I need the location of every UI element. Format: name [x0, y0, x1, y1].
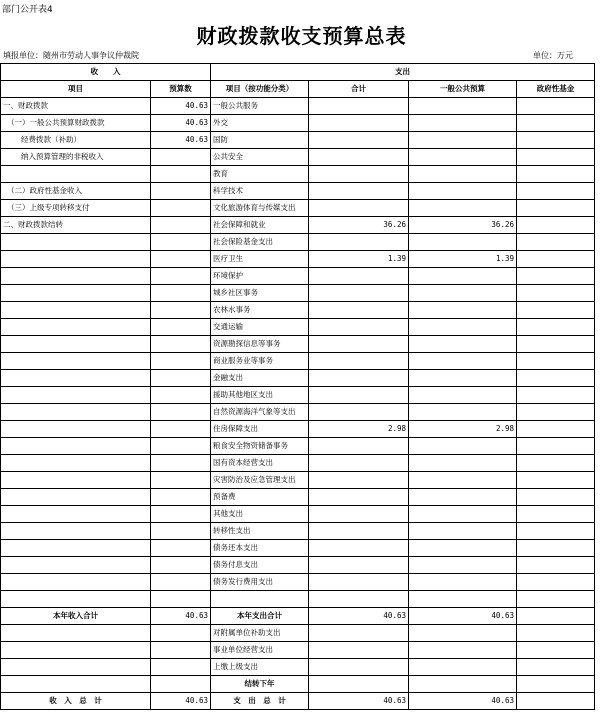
fund-header: 政府性基金	[517, 81, 595, 98]
table-row	[1, 268, 595, 285]
expense-general-cell	[409, 472, 517, 489]
expense-item-cell: 城乡社区事务	[211, 285, 309, 302]
expense-fund-cell	[517, 506, 595, 523]
table-row	[1, 183, 595, 200]
expense-fund-cell	[517, 438, 595, 455]
expense-item-cell: 住房保障支出	[211, 421, 309, 438]
income-amount-cell	[151, 506, 211, 523]
expense-fund-cell	[517, 319, 595, 336]
income-amount-cell	[151, 438, 211, 455]
expense-general-cell	[409, 676, 517, 693]
table-row	[1, 625, 595, 642]
income-amount-cell	[151, 200, 211, 217]
income-amount-cell	[151, 370, 211, 387]
table-row	[1, 506, 595, 523]
income-item-cell	[1, 404, 151, 421]
income-amount-cell	[151, 642, 211, 659]
expense-total-cell: 2.98	[309, 421, 409, 438]
table-row	[1, 319, 595, 336]
expense-total-cell	[309, 591, 409, 608]
expense-item-cell: 灾害防治及应急管理支出	[211, 472, 309, 489]
expense-total-cell	[309, 353, 409, 370]
expense-general-cell: 36.26	[409, 217, 517, 234]
table-row	[1, 285, 595, 302]
income-item-cell: 纳入预算管理的非税收入	[1, 149, 151, 166]
expense-total-cell	[309, 319, 409, 336]
expense-total-cell	[309, 268, 409, 285]
table-row	[1, 421, 595, 438]
table-row	[1, 234, 595, 251]
income-amount-cell: 40.63	[151, 608, 211, 625]
income-item-cell: （一）一般公共预算财政拨款	[1, 115, 151, 132]
filler-unit: 填报单位：随州市劳动人事争议仲裁院	[3, 51, 139, 60]
income-item-cell	[1, 540, 151, 557]
expense-item-cell: 其他支出	[211, 506, 309, 523]
table-row	[1, 523, 595, 540]
expense-total-cell	[309, 166, 409, 183]
income-item-cell: 一、财政拨款	[1, 98, 151, 115]
expense-general-cell: 1.39	[409, 251, 517, 268]
income-item-cell	[1, 489, 151, 506]
table-row	[1, 472, 595, 489]
expense-general-cell	[409, 438, 517, 455]
expense-fund-cell	[517, 132, 595, 149]
table-row	[1, 387, 595, 404]
expense-total-cell: 40.63	[309, 608, 409, 625]
income-amount-cell	[151, 455, 211, 472]
income-item-cell	[1, 438, 151, 455]
income-amount-cell	[151, 540, 211, 557]
expense-total-cell	[309, 149, 409, 166]
income-item-cell	[1, 302, 151, 319]
income-item-cell	[1, 421, 151, 438]
expense-total-cell: 40.63	[309, 693, 409, 710]
expense-item-cell: 公共安全	[211, 149, 309, 166]
income-item-cell	[1, 455, 151, 472]
expense-fund-cell	[517, 234, 595, 251]
income-amount-cell	[151, 319, 211, 336]
expense-general-cell	[409, 319, 517, 336]
table-row	[1, 404, 595, 421]
expense-general-cell	[409, 659, 517, 676]
expense-item-cell: 社会保险基金支出	[211, 234, 309, 251]
income-item-cell	[1, 370, 151, 387]
income-amount-cell	[151, 336, 211, 353]
expense-item-cell: 债务还本支出	[211, 540, 309, 557]
page-title: 财政拨款收支预算总表	[196, 24, 407, 48]
expense-general-cell	[409, 370, 517, 387]
expense-total-cell	[309, 523, 409, 540]
expense-fund-cell	[517, 370, 595, 387]
table-row	[1, 353, 595, 370]
budget-header: 预算数	[151, 81, 211, 98]
income-amount-cell	[151, 166, 211, 183]
income-item-cell	[1, 268, 151, 285]
expense-fund-cell	[517, 693, 595, 710]
table-row	[1, 489, 595, 506]
expense-item-cell	[211, 591, 309, 608]
expense-general-cell: 2.98	[409, 421, 517, 438]
expense-total-cell	[309, 302, 409, 319]
expense-total-cell	[309, 234, 409, 251]
income-item-cell: （二）政府性基金收入	[1, 183, 151, 200]
expense-fund-cell	[517, 659, 595, 676]
income-amount-cell	[151, 302, 211, 319]
expense-fund-cell	[517, 540, 595, 557]
expense-total-cell	[309, 676, 409, 693]
expense-general-cell	[409, 268, 517, 285]
expense-total-cell	[309, 472, 409, 489]
income-item-cell	[1, 523, 151, 540]
expense-general-cell: 40.63	[409, 693, 517, 710]
expense-item-cell: 社会保障和就业	[211, 217, 309, 234]
income-item-cell: 经费拨款（补助）	[1, 132, 151, 149]
expense-general-cell	[409, 302, 517, 319]
table-row	[1, 438, 595, 455]
expense-fund-cell	[517, 251, 595, 268]
expense-item-cell: 教育	[211, 166, 309, 183]
expense-general-cell	[409, 404, 517, 421]
expense-general-cell	[409, 625, 517, 642]
expense-fund-cell	[517, 557, 595, 574]
expense-fund-cell	[517, 625, 595, 642]
income-item-cell	[1, 591, 151, 608]
budget-table	[0, 63, 595, 710]
income-amount-cell	[151, 183, 211, 200]
doc-label: 部门公开表4	[2, 5, 53, 15]
expense-general-cell	[409, 591, 517, 608]
income-item-cell: 二、财政拨款结转	[1, 217, 151, 234]
expense-total-cell	[309, 557, 409, 574]
expense-total-cell	[309, 370, 409, 387]
expense-header: 支出	[211, 64, 595, 81]
table-row	[1, 302, 595, 319]
expense-total-cell	[309, 132, 409, 149]
expense-item-cell: 农林水事务	[211, 302, 309, 319]
income-item-cell	[1, 472, 151, 489]
item-header: 项目	[1, 81, 151, 98]
income-item-cell	[1, 574, 151, 591]
expense-item-cell: 国防	[211, 132, 309, 149]
table-row	[1, 98, 595, 115]
table-row	[1, 149, 595, 166]
expense-fund-cell	[517, 421, 595, 438]
income-amount-cell	[151, 625, 211, 642]
money-unit: 单位：万元	[533, 51, 573, 60]
table-row	[1, 693, 595, 710]
income-item-cell	[1, 234, 151, 251]
table-row	[1, 370, 595, 387]
expense-fund-cell	[517, 268, 595, 285]
income-amount-cell	[151, 404, 211, 421]
income-amount-cell	[151, 234, 211, 251]
expense-general-cell	[409, 387, 517, 404]
expense-item-cell: 援助其他地区支出	[211, 387, 309, 404]
expense-item-cell: 预备费	[211, 489, 309, 506]
expense-item-cell: 粮食安全物资储备事务	[211, 438, 309, 455]
income-item-cell	[1, 251, 151, 268]
table-row	[1, 642, 595, 659]
table-row	[1, 251, 595, 268]
expense-item-cell: 支 出 总 计	[211, 693, 309, 710]
income-amount-cell	[151, 574, 211, 591]
expense-total-cell	[309, 98, 409, 115]
income-item-cell	[1, 319, 151, 336]
table-row	[1, 659, 595, 676]
expense-fund-cell	[517, 217, 595, 234]
income-amount-cell	[151, 591, 211, 608]
table-row	[1, 608, 595, 625]
expense-general-cell	[409, 183, 517, 200]
expense-item-cell: 环境保护	[211, 268, 309, 285]
expense-item-cell: 外交	[211, 115, 309, 132]
header-row-2	[1, 81, 595, 98]
expense-fund-cell	[517, 98, 595, 115]
income-amount-cell	[151, 353, 211, 370]
expense-total-cell	[309, 642, 409, 659]
expense-fund-cell	[517, 387, 595, 404]
expense-general-cell	[409, 642, 517, 659]
expense-fund-cell	[517, 336, 595, 353]
table-row	[1, 217, 595, 234]
expense-general-cell	[409, 489, 517, 506]
expense-item-cell: 商业服务业等事务	[211, 353, 309, 370]
expense-total-cell	[309, 438, 409, 455]
expense-total-cell	[309, 387, 409, 404]
expense-general-cell	[409, 336, 517, 353]
expense-item-cell: 文化旅游体育与传媒支出	[211, 200, 309, 217]
expense-fund-cell	[517, 285, 595, 302]
expense-fund-cell	[517, 200, 595, 217]
income-item-cell	[1, 353, 151, 370]
expense-fund-cell	[517, 574, 595, 591]
expense-item-cell: 资源勘探信息等事务	[211, 336, 309, 353]
expense-total-cell: 1.39	[309, 251, 409, 268]
expense-fund-cell	[517, 608, 595, 625]
income-item-cell	[1, 557, 151, 574]
expense-total-cell	[309, 659, 409, 676]
income-amount-cell	[151, 676, 211, 693]
table-row	[1, 591, 595, 608]
income-amount-cell	[151, 251, 211, 268]
expense-fund-cell	[517, 642, 595, 659]
expense-general-cell	[409, 234, 517, 251]
expense-general-cell	[409, 98, 517, 115]
income-amount-cell	[151, 472, 211, 489]
income-item-cell	[1, 659, 151, 676]
expense-general-cell	[409, 557, 517, 574]
income-amount-cell: 40.63	[151, 115, 211, 132]
income-amount-cell: 40.63	[151, 98, 211, 115]
expense-total-cell	[309, 574, 409, 591]
expense-general-cell	[409, 540, 517, 557]
income-item-cell	[1, 506, 151, 523]
expense-general-cell	[409, 523, 517, 540]
expense-general-cell	[409, 506, 517, 523]
income-item-cell: 本年收入合计	[1, 608, 151, 625]
income-item-cell	[1, 285, 151, 302]
income-amount-cell	[151, 523, 211, 540]
income-amount-cell: 40.63	[151, 132, 211, 149]
income-item-cell	[1, 166, 151, 183]
expense-general-cell	[409, 285, 517, 302]
total-header: 合计	[309, 81, 409, 98]
expense-item-cell: 债务发行费用支出	[211, 574, 309, 591]
expense-total-cell	[309, 489, 409, 506]
expense-item-cell: 一般公共服务	[211, 98, 309, 115]
expense-total-cell	[309, 336, 409, 353]
expense-fund-cell	[517, 302, 595, 319]
income-item-cell	[1, 642, 151, 659]
table-row	[1, 455, 595, 472]
income-amount-cell	[151, 387, 211, 404]
table-row	[1, 557, 595, 574]
expense-fund-cell	[517, 489, 595, 506]
expense-item-cell: 结转下年	[211, 676, 309, 693]
expense-item-cell: 事业单位经营支出	[211, 642, 309, 659]
expense-item-cell: 国有资本经营支出	[211, 455, 309, 472]
expense-total-cell	[309, 404, 409, 421]
income-amount-cell	[151, 659, 211, 676]
expense-item-cell: 科学技术	[211, 183, 309, 200]
table-row	[1, 200, 595, 217]
expense-fund-cell	[517, 676, 595, 693]
expense-fund-cell	[517, 183, 595, 200]
exp-item-header: 项目（按功能分类）	[211, 81, 309, 98]
expense-item-cell: 交通运输	[211, 319, 309, 336]
expense-item-cell: 医疗卫生	[211, 251, 309, 268]
expense-fund-cell	[517, 523, 595, 540]
expense-general-cell	[409, 149, 517, 166]
income-amount-cell	[151, 489, 211, 506]
expense-fund-cell	[517, 591, 595, 608]
income-header: 收 入	[1, 64, 211, 81]
income-item-cell	[1, 387, 151, 404]
income-item-cell: 收 入 总 计	[1, 693, 151, 710]
income-item-cell: （三）上级专项转移支付	[1, 200, 151, 217]
general-header: 一般公共预算	[409, 81, 517, 98]
expense-total-cell	[309, 506, 409, 523]
expense-fund-cell	[517, 353, 595, 370]
income-amount-cell	[151, 217, 211, 234]
expense-fund-cell	[517, 149, 595, 166]
expense-total-cell	[309, 285, 409, 302]
table-row	[1, 336, 595, 353]
expense-general-cell	[409, 200, 517, 217]
expense-total-cell	[309, 625, 409, 642]
income-amount-cell	[151, 285, 211, 302]
expense-fund-cell	[517, 115, 595, 132]
expense-fund-cell	[517, 404, 595, 421]
income-amount-cell	[151, 557, 211, 574]
table-body	[1, 98, 595, 710]
expense-item-cell: 本年支出合计	[211, 608, 309, 625]
table-row	[1, 676, 595, 693]
expense-total-cell	[309, 183, 409, 200]
income-item-cell	[1, 625, 151, 642]
expense-general-cell: 40.63	[409, 608, 517, 625]
income-item-cell	[1, 336, 151, 353]
table-row	[1, 574, 595, 591]
expense-total-cell	[309, 200, 409, 217]
expense-general-cell	[409, 132, 517, 149]
expense-general-cell	[409, 455, 517, 472]
expense-fund-cell	[517, 472, 595, 489]
income-amount-cell: 40.63	[151, 693, 211, 710]
expense-general-cell	[409, 353, 517, 370]
expense-general-cell	[409, 115, 517, 132]
expense-item-cell: 转移性支出	[211, 523, 309, 540]
table-row	[1, 132, 595, 149]
expense-fund-cell	[517, 455, 595, 472]
expense-general-cell	[409, 574, 517, 591]
income-item-cell	[1, 676, 151, 693]
expense-item-cell: 上缴上级支出	[211, 659, 309, 676]
header-row-1	[1, 64, 595, 81]
income-amount-cell	[151, 149, 211, 166]
expense-total-cell	[309, 115, 409, 132]
table-row	[1, 115, 595, 132]
expense-item-cell: 债务付息支出	[211, 557, 309, 574]
expense-total-cell	[309, 455, 409, 472]
expense-general-cell	[409, 166, 517, 183]
expense-fund-cell	[517, 166, 595, 183]
income-amount-cell	[151, 268, 211, 285]
expense-item-cell: 对附属单位补助支出	[211, 625, 309, 642]
table-row	[1, 540, 595, 557]
expense-total-cell: 36.26	[309, 217, 409, 234]
income-amount-cell	[151, 421, 211, 438]
expense-item-cell: 金融支出	[211, 370, 309, 387]
expense-total-cell	[309, 540, 409, 557]
expense-item-cell: 自然资源海洋气象等支出	[211, 404, 309, 421]
table-row	[1, 166, 595, 183]
